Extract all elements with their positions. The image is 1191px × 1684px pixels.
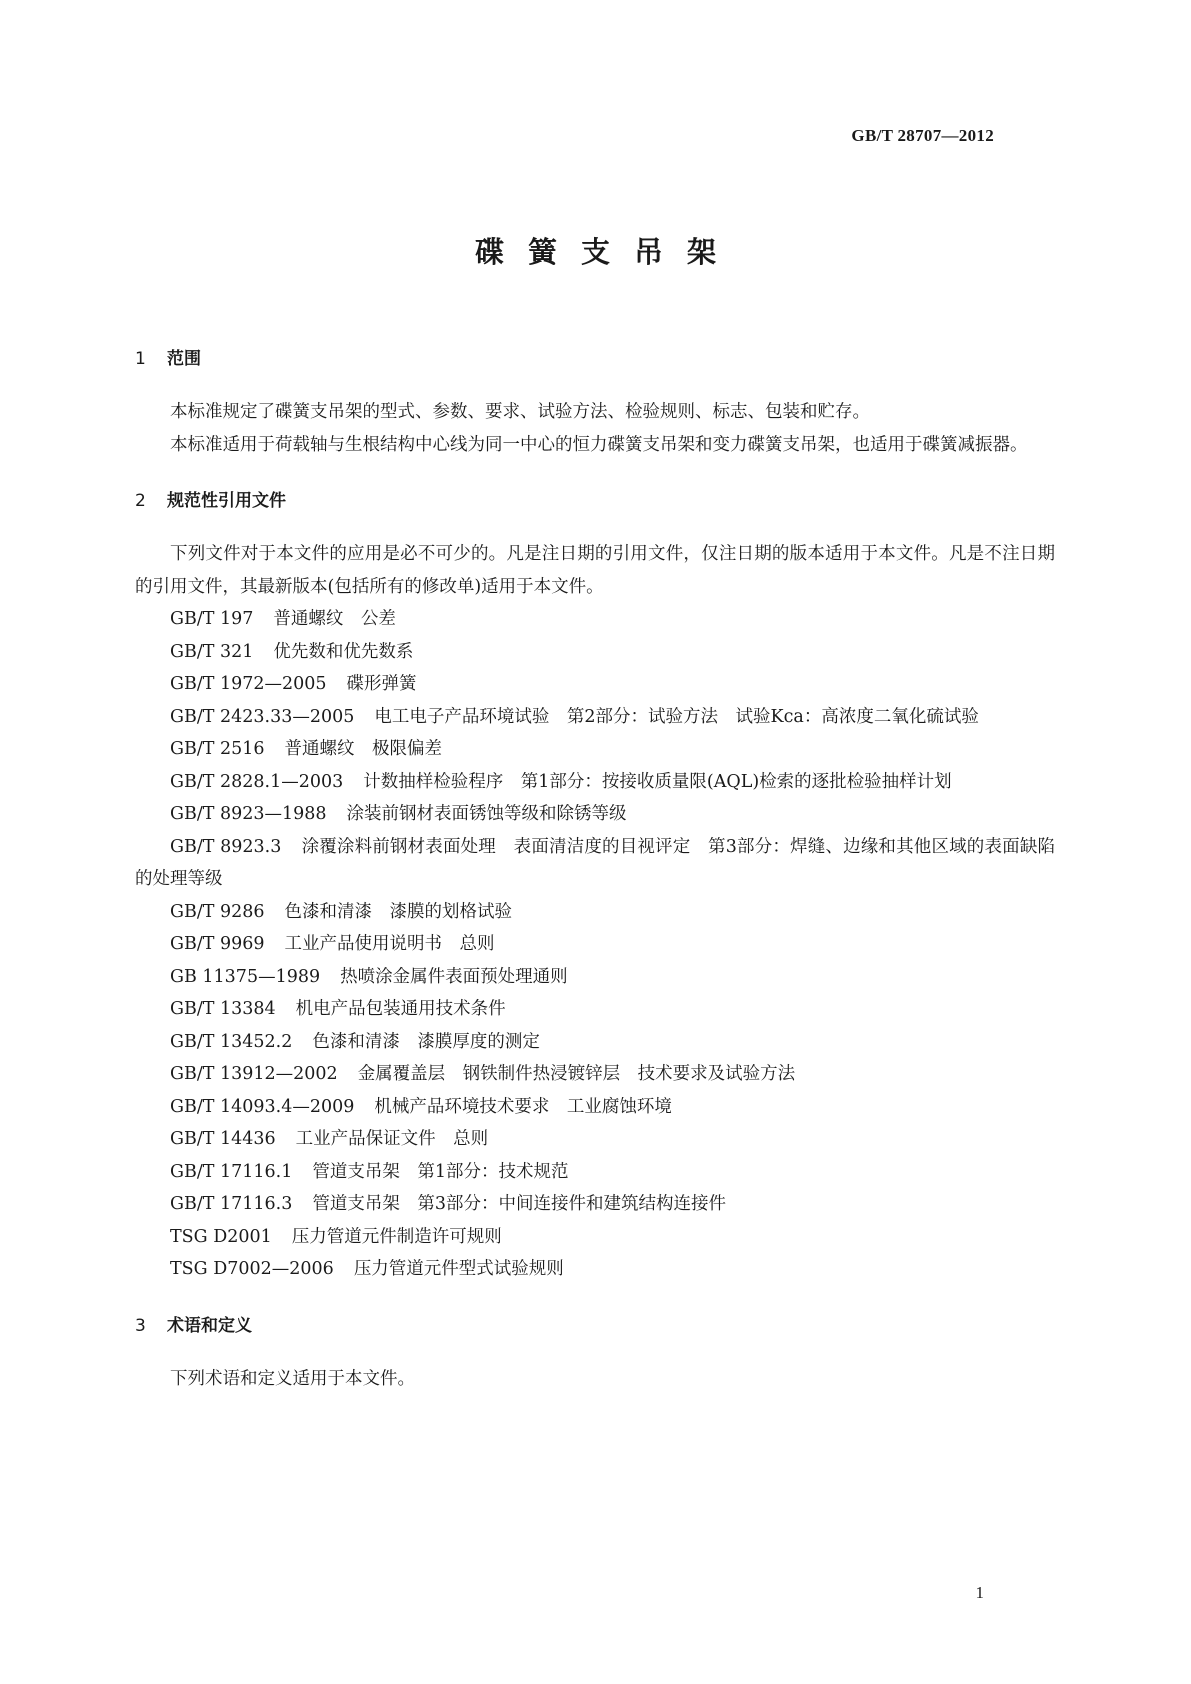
reference-title: 普通螺纹 公差 xyxy=(273,609,396,629)
reference-code: GB/T 8923.3 xyxy=(170,836,282,857)
paragraph: 本标准适用于荷载轴与生根结构中心线为同一中心的恒力碟簧支吊架和变力碟簧支吊架，也适用于碟簧减振器。 xyxy=(170,434,1028,455)
reference-item xyxy=(135,636,1055,669)
reference-code: GB/T 2423.33—2005 xyxy=(170,706,355,727)
reference-code: GB/T 17116.3 xyxy=(170,1194,293,1214)
document-title: 碟簧支吊架 xyxy=(474,235,740,269)
reference-item xyxy=(135,603,1055,636)
section-title: 范围 xyxy=(167,349,201,369)
reference-code: GB/T 13912—2002 xyxy=(170,1064,338,1084)
paragraph: 下列术语和定义适用于本文件。 xyxy=(170,1368,415,1389)
reference-title: 管道支吊架 第3部分：中间连接件和建筑结构连接件 xyxy=(312,1194,726,1214)
section-1-heading xyxy=(135,343,1055,375)
reference-title: 涂覆涂料前钢材表面处理 表面清洁度的目视评定 第3部分：焊缝、边缘和其他区域的表面缺陷的处理等级 xyxy=(135,836,1055,889)
reference-item xyxy=(135,928,1055,961)
section-number: 1 xyxy=(135,349,146,369)
reference-code: GB 11375—1989 xyxy=(170,966,321,987)
reference-title: 金属覆盖层 钢铁制件热浸镀锌层 技术要求及试验方法 xyxy=(357,1064,796,1084)
reference-item xyxy=(135,1156,1055,1189)
reference-code: GB/T 1972—2005 xyxy=(170,674,327,694)
reference-title: 色漆和清漆 漆膜厚度的测定 xyxy=(312,1031,540,1052)
reference-code: GB/T 13452.2 xyxy=(170,1031,293,1052)
reference-title: 涂装前钢材表面锈蚀等级和除锈等级 xyxy=(346,804,627,824)
reference-item xyxy=(135,798,1055,831)
section-3-heading xyxy=(135,1310,1055,1342)
reference-item xyxy=(135,1188,1055,1221)
reference-code: TSG D7002—2006 xyxy=(170,1259,334,1279)
reference-title: 色漆和清漆 漆膜的划格试验 xyxy=(284,901,513,922)
section-title: 规范性引用文件 xyxy=(167,491,286,511)
document-body xyxy=(135,343,1055,1395)
section-title: 术语和定义 xyxy=(167,1315,252,1336)
page-number: 1 xyxy=(975,1583,984,1602)
reference-title: 工业产品保证文件 总则 xyxy=(295,1129,489,1149)
reference-item xyxy=(135,1253,1055,1286)
section-2-heading xyxy=(135,485,1055,517)
reference-item xyxy=(135,993,1055,1026)
reference-code: GB/T 197 xyxy=(170,609,254,629)
reference-title: 热喷涂金属件表面预处理通则 xyxy=(340,966,568,987)
reference-item xyxy=(135,961,1055,994)
reference-item xyxy=(135,1058,1055,1091)
reference-title: 工业产品使用说明书 总则 xyxy=(284,934,495,954)
reference-item xyxy=(135,896,1055,929)
reference-title: 管道支吊架 第1部分：技术规范 xyxy=(312,1161,569,1182)
reference-item xyxy=(135,831,1055,896)
reference-code: GB/T 14436 xyxy=(170,1129,276,1149)
reference-code: GB/T 13384 xyxy=(170,999,276,1019)
reference-code: GB/T 17116.1 xyxy=(170,1161,293,1182)
reference-code: GB/T 9969 xyxy=(170,934,265,954)
reference-code: GB/T 2828.1—2003 xyxy=(170,771,344,792)
reference-item xyxy=(135,1221,1055,1254)
reference-title: 电工电子产品环境试验 第2部分：试验方法 试验Kca：高浓度二氧化硫试验 xyxy=(374,706,979,727)
standard-number: GB/T 28707—2012 xyxy=(851,126,994,145)
reference-code: GB/T 9286 xyxy=(170,901,265,922)
reference-code: GB/T 2516 xyxy=(170,739,265,759)
reference-title: 机械产品环境技术要求 工业腐蚀环境 xyxy=(374,1096,672,1117)
reference-code: TSG D2001 xyxy=(170,1226,272,1247)
reference-title: 优先数和优先数系 xyxy=(273,641,414,662)
section-number: 3 xyxy=(135,1315,146,1336)
reference-item xyxy=(135,1026,1055,1059)
reference-title: 碟形弹簧 xyxy=(346,674,417,694)
reference-code: GB/T 14093.4—2009 xyxy=(170,1096,355,1117)
reference-title: 压力管道元件型式试验规则 xyxy=(353,1259,564,1279)
reference-item xyxy=(135,701,1055,734)
paragraph: 本标准规定了碟簧支吊架的型式、参数、要求、试验方法、检验规则、标志、包装和贮存。 xyxy=(170,402,870,422)
reference-title: 机电产品包装通用技术条件 xyxy=(295,999,506,1019)
reference-title: 计数抽样检验程序 第1部分：按接收质量限(AQL)检索的逐批检验抽样计划 xyxy=(363,771,952,792)
section-number: 2 xyxy=(135,491,146,511)
reference-item xyxy=(135,733,1055,766)
reference-item xyxy=(135,1123,1055,1156)
reference-item xyxy=(135,766,1055,799)
paragraph: 下列文件对于本文件的应用是必不可少的。凡是注日期的引用文件，仅注日期的版本适用于本文件。凡是不注日期的引用文件，其最新版本(包括所有的修改单)适用于本文件。 xyxy=(135,544,1055,597)
reference-code: GB/T 8923—1988 xyxy=(170,804,327,824)
reference-item xyxy=(135,668,1055,701)
reference-item xyxy=(135,1091,1055,1124)
reference-title: 普通螺纹 极限偏差 xyxy=(284,739,443,759)
reference-title: 压力管道元件制造许可规则 xyxy=(291,1226,502,1247)
reference-code: GB/T 321 xyxy=(170,641,254,662)
